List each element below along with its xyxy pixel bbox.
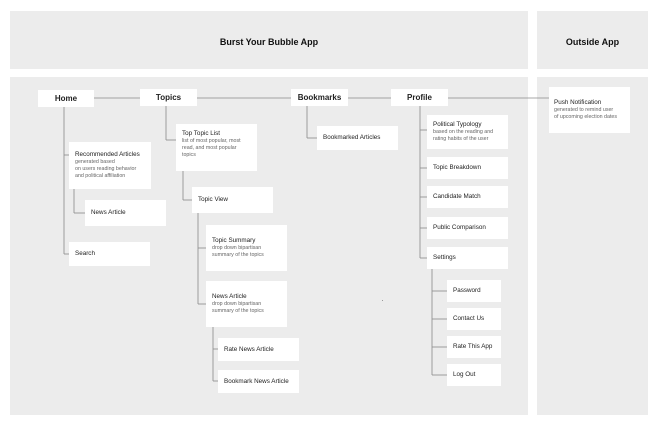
recommended-articles-title: Recommended Articles <box>75 150 140 158</box>
push-notification-node[interactable] <box>549 87 630 133</box>
push-notification-desc-2: of upcoming election dates <box>554 113 618 120</box>
public-comparison-label: Public Comparison <box>433 224 486 232</box>
topic-breakdown-node[interactable] <box>427 157 508 179</box>
log-out-label: Log Out <box>453 371 476 379</box>
password-node[interactable] <box>447 280 501 302</box>
contact-us-label: Contact Us <box>453 315 485 323</box>
topic-summary-node[interactable] <box>206 225 287 271</box>
settings-node[interactable] <box>427 247 508 269</box>
topic-summary-desc-2: summary of the topics <box>212 251 264 258</box>
topics-news-article-title: News Article <box>212 292 247 300</box>
topic-summary-desc-1: drop down bipartisan <box>212 244 262 251</box>
rate-news-article-node[interactable] <box>218 338 299 361</box>
topics-node[interactable] <box>140 89 197 106</box>
recommended-articles-node[interactable] <box>69 142 151 189</box>
top-topic-list-title: Top Topic List <box>182 130 221 137</box>
topic-view-label: Topic View <box>198 196 228 204</box>
push-notification-title: Push Notification <box>554 98 602 106</box>
bookmark-news-article-node[interactable] <box>218 370 299 393</box>
top-topic-list-desc-3: topics <box>182 152 196 159</box>
topics-news-article-desc-1: drop down bipartisan <box>212 300 262 307</box>
political-typology-desc-2: rating habits of the user <box>433 135 489 142</box>
recommended-articles-desc-2: on users reading behavior <box>75 165 137 172</box>
rate-this-app-label: Rate This App <box>453 343 493 351</box>
candidate-match-node[interactable] <box>427 186 508 208</box>
search-node[interactable] <box>69 242 150 266</box>
home-news-article-node[interactable] <box>85 200 166 226</box>
top-topic-list-desc-2: read, and most popular <box>182 145 237 151</box>
push-notification-desc-1: generated to remind user <box>554 106 614 113</box>
contact-us-node[interactable] <box>447 308 501 330</box>
political-typology-desc-1: based on the reading and <box>433 128 494 135</box>
top-topic-list-desc-1: list of most popular, most <box>182 137 241 144</box>
topics-news-article-node[interactable] <box>206 281 287 327</box>
home-label: Home <box>54 93 78 103</box>
recommended-articles-desc-1: generated based <box>75 158 115 165</box>
bookmark-news-article-label: Bookmark News Article <box>224 377 289 385</box>
topics-label: Topics <box>155 92 182 102</box>
home-news-article-label: News Article <box>91 209 126 217</box>
log-out-node[interactable] <box>447 364 501 386</box>
password-label: Password <box>453 287 481 295</box>
rate-this-app-node[interactable] <box>447 336 501 358</box>
political-typology-title: Political Typology <box>433 120 482 128</box>
search-label: Search <box>75 250 95 258</box>
rate-news-article-label: Rate News Article <box>224 345 274 353</box>
political-typology-node[interactable] <box>427 115 508 149</box>
bookmarks-label: Bookmarks <box>297 92 342 102</box>
outside-app-title: Outside App <box>565 37 620 47</box>
profile-node[interactable] <box>391 89 448 106</box>
profile-label: Profile <box>407 92 432 102</box>
topic-view-node[interactable] <box>192 187 273 213</box>
topic-summary-title: Topic Summary <box>212 236 256 244</box>
home-node[interactable] <box>38 90 94 107</box>
bookmarks-node[interactable] <box>291 89 348 106</box>
bookmarked-articles-node[interactable] <box>317 126 398 150</box>
topic-breakdown-label: Topic Breakdown <box>433 164 481 172</box>
app-title: Burst Your Bubble App <box>219 37 319 47</box>
topics-news-article-desc-2: summary of the topics <box>212 307 264 314</box>
candidate-match-label: Candidate Match <box>433 193 481 201</box>
top-topic-list-node[interactable] <box>176 124 257 171</box>
recommended-articles-desc-3: and political affiliation <box>75 173 126 179</box>
bookmarked-articles-label: Bookmarked Articles <box>323 134 381 142</box>
public-comparison-node[interactable] <box>427 217 508 239</box>
settings-label: Settings <box>433 254 456 262</box>
